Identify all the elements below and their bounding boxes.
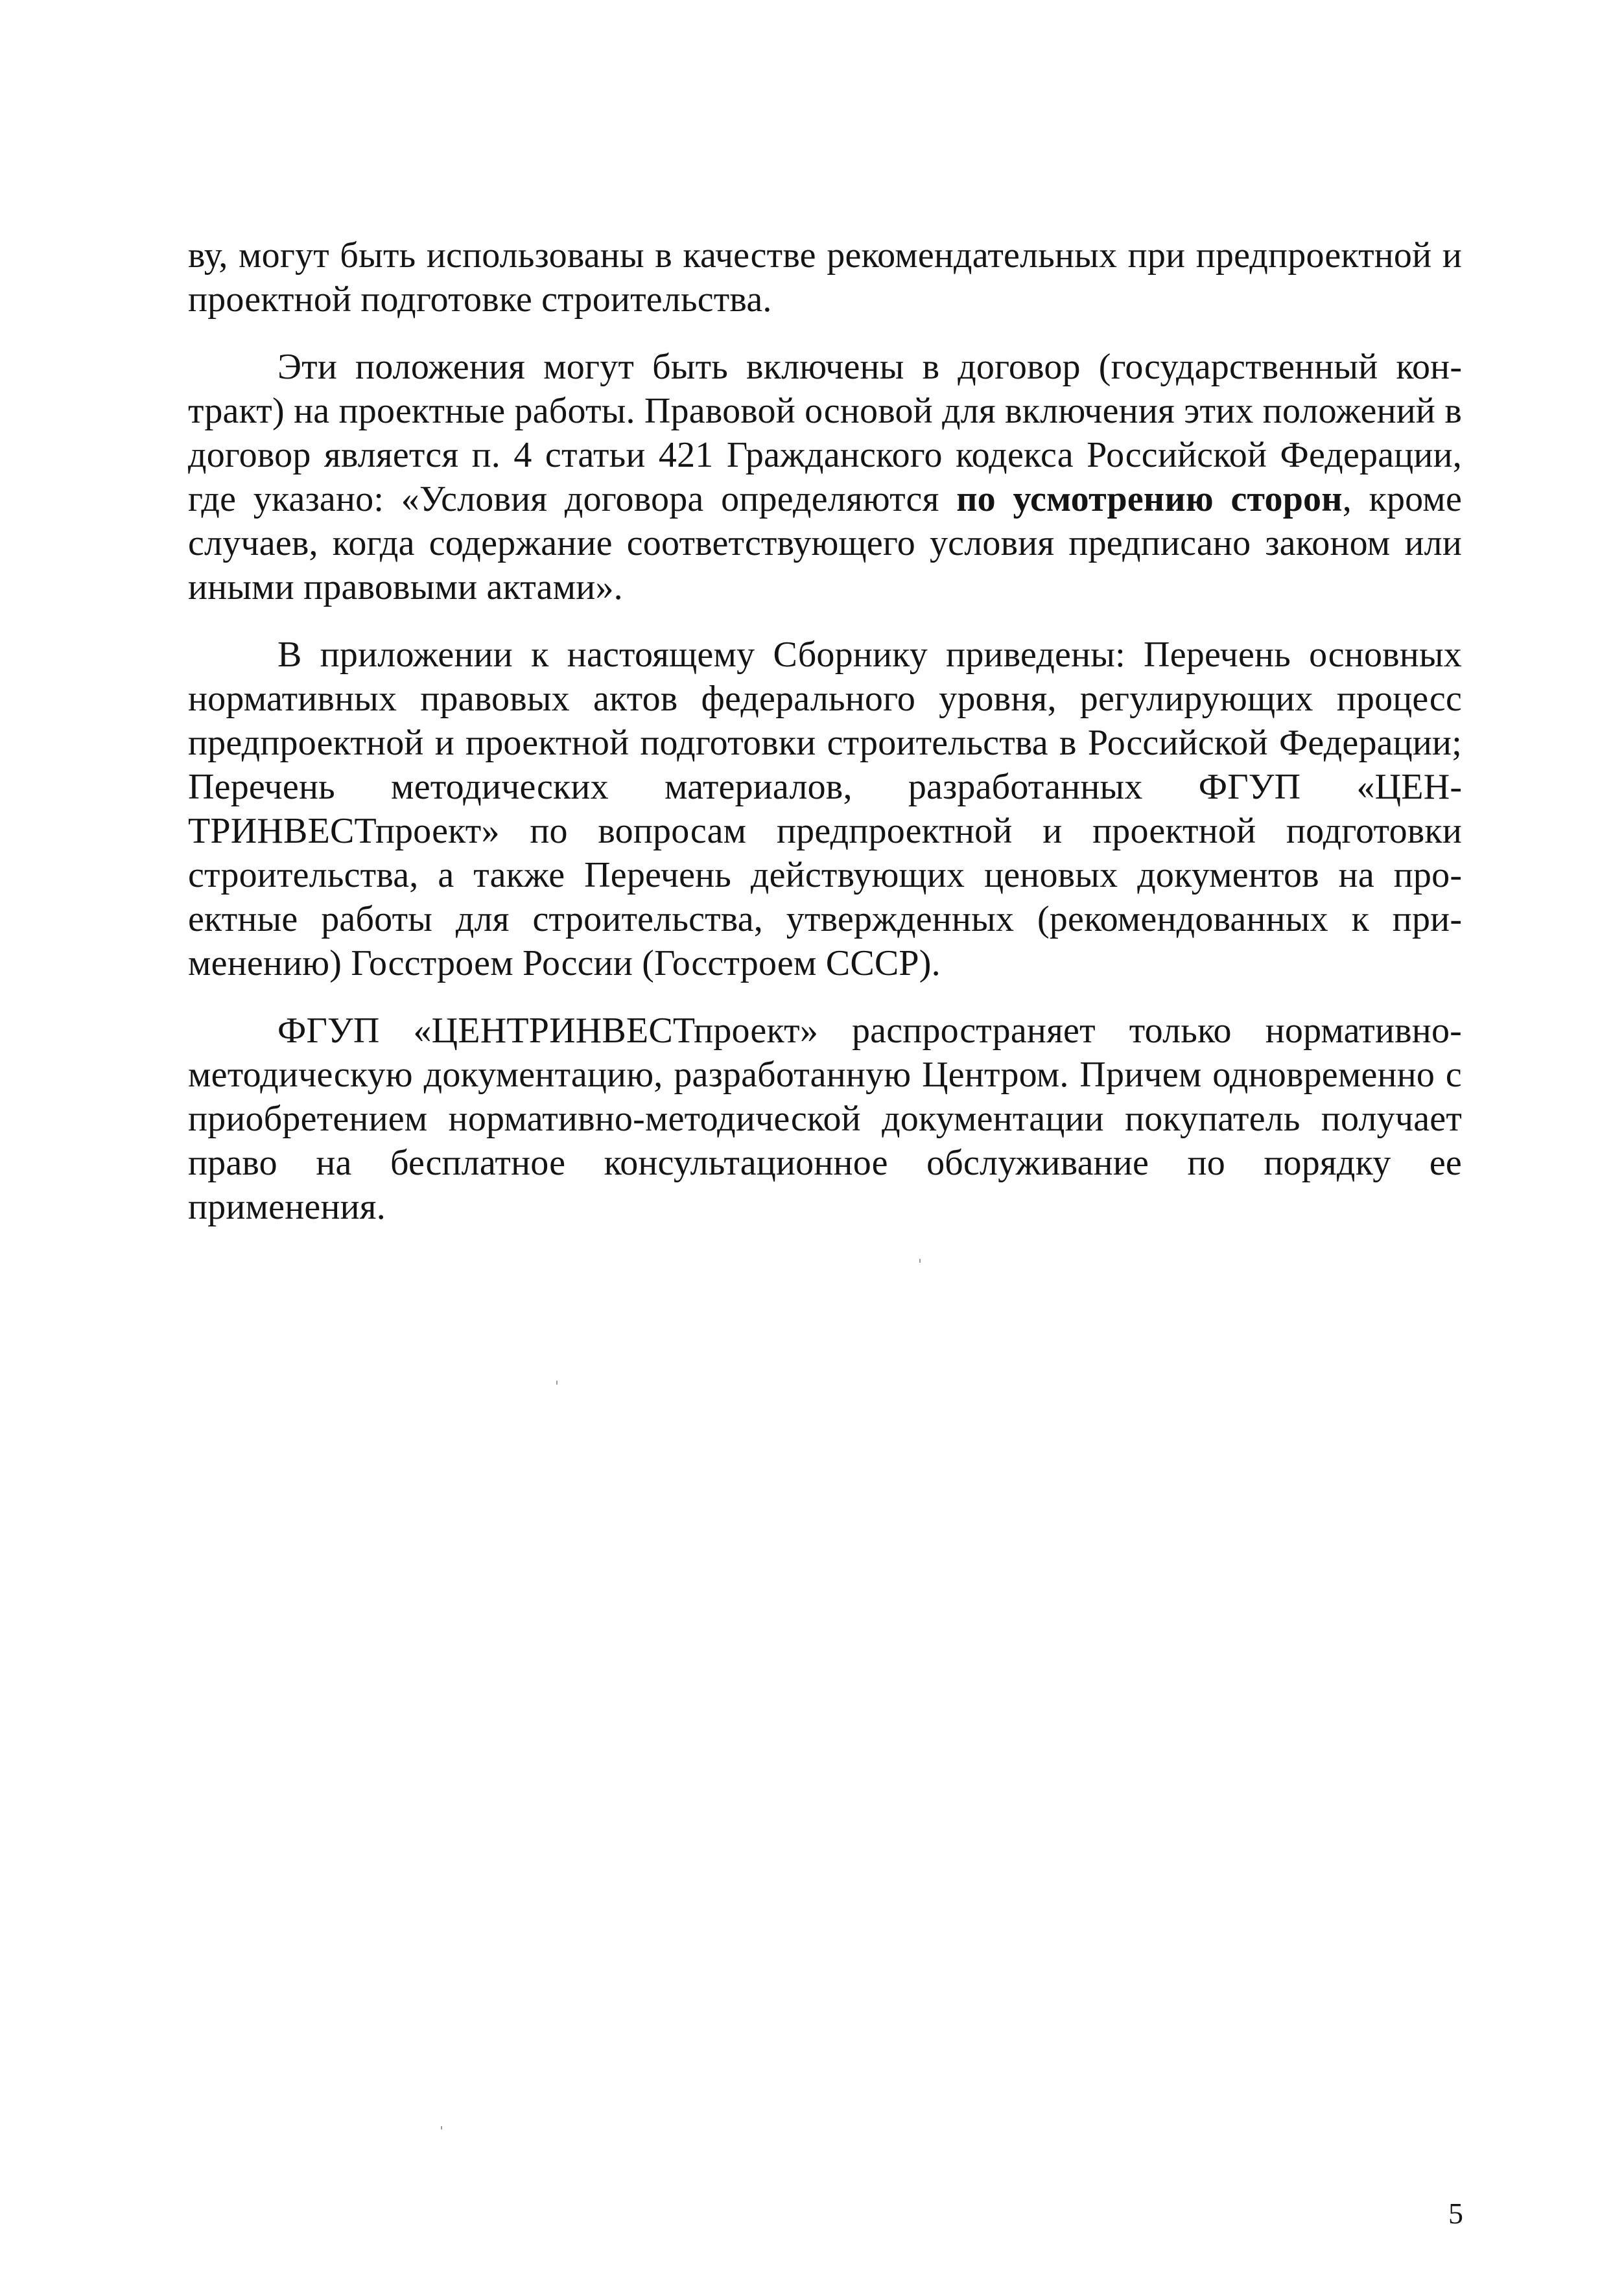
paragraph-1 [188, 233, 1462, 322]
paragraph-2-text-a: Эти положения могут быть включены в договор (государственный контракт) на проектные работы. Правовой основой для включения этих положений в договор является п. 4 статьи 421 Гражданского кодекса Российской Федерации, где указано: «Условия договора определяются [188, 347, 1462, 519]
scan-speck [441, 2126, 442, 2129]
scan-speck [556, 1381, 558, 1385]
paragraph-2-bold-phrase: по усмотрению сторон [956, 479, 1343, 519]
paragraph-3-text: В приложении к настоящему Сборнику приведены: Перечень основных нормативных правовых актов федерального уровня, регулирующих процесс предпроектной и проектной подготовки строительства в Российской Федерации; Перечень методических материалов, разработанных ФГУП «ЦЕНТРИНВЕСТпроект» по вопросам предпроектной и проектной подготовки строительства, а также Перечень действующих ценовых документов на проектные работы для строительства, утвержденных (рекомендованных к применению) Госстроем России (Госстроем СССР). [188, 635, 1462, 983]
page-number: 5 [1448, 2197, 1463, 2230]
paragraph-4-text: ФГУП «ЦЕНТРИНВЕСТпроект» распространяет только нормативно-методическую документацию, разработанную Центром. Причем одновременно с приобретением нормативно-методической документации покупатель получает право на бесплатное консультационное обслуживание по порядку ее применения. [188, 1011, 1462, 1227]
paragraph-2 [188, 345, 1462, 609]
scan-speck [919, 1259, 921, 1263]
body-text [188, 233, 1462, 1252]
paragraph-3 [188, 633, 1462, 985]
paragraph-1-text: ву, могут быть использованы в качестве рекомендательных при предпроектной и проектной подготовке строительства. [188, 235, 1462, 320]
paragraph-4 [188, 1009, 1462, 1229]
paragraph-2-text-b: , кроме случаев, когда содержание соответствующего условия предписано законом или иными правовыми актами». [188, 479, 1463, 607]
